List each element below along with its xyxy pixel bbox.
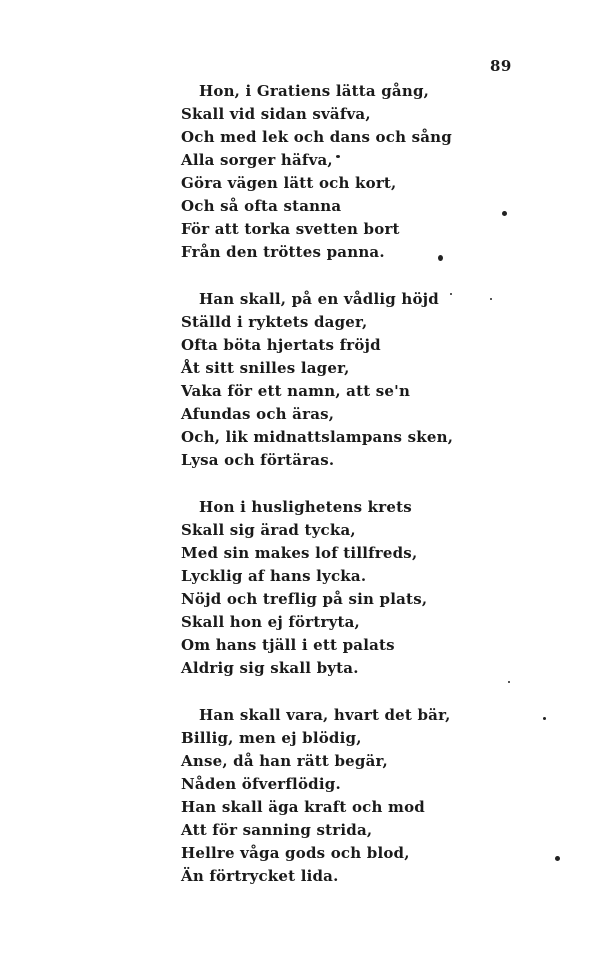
stanza-2 [181, 288, 511, 472]
poem-line: Göra vägen lätt och kort, [181, 174, 397, 192]
scan-speck [502, 211, 507, 216]
poem-line: Vaka för ett namn, att se'n [181, 382, 411, 400]
poem-line: Skall sig ärad tycka, [181, 521, 356, 539]
poem-line: Skall vid sidan sväfva, [181, 105, 371, 123]
scan-speck [543, 717, 546, 720]
scan-speck [336, 155, 340, 158]
poem-line: Ofta böta hjertats fröjd [181, 336, 381, 354]
poem-line: Alla sorger häfva, [181, 151, 333, 169]
poem-line: Hon i huslighetens krets [199, 498, 412, 516]
poem-line: Att för sanning strida, [181, 821, 373, 839]
poem-line: Med sin makes lof tillfreds, [181, 544, 418, 562]
stanza-4 [181, 704, 511, 888]
stanza-3 [181, 496, 511, 680]
poem-line: Åt sitt snilles lager, [181, 359, 350, 377]
scan-speck [450, 293, 452, 295]
poem-line: Än förtrycket lida. [181, 867, 339, 885]
poem-line: Lysa och förtäras. [181, 451, 335, 469]
poem [181, 80, 511, 912]
scan-speck [508, 681, 510, 683]
poem-line: Afundas och äras, [181, 405, 335, 423]
poem-line: Lycklig af hans lycka. [181, 567, 367, 585]
page-number: 89 [490, 57, 512, 75]
poem-line: Och så ofta stanna [181, 197, 342, 215]
poem-line: Från den tröttes panna. [181, 243, 385, 261]
poem-line: Han skall, på en vådlig höjd [199, 290, 439, 308]
scan-speck [490, 298, 492, 300]
poem-line: Anse, då han rätt begär, [181, 752, 388, 770]
poem-line: Skall hon ej förtryta, [181, 613, 360, 631]
poem-line: Hon, i Gratiens lätta gång, [199, 82, 430, 100]
scan-speck [555, 856, 560, 861]
poem-line: Ställd i ryktets dager, [181, 313, 368, 331]
poem-line: Och med lek och dans och sång [181, 128, 452, 146]
poem-line: Han skall vara, hvart det bär, [199, 706, 451, 724]
poem-line: Aldrig sig skall byta. [181, 659, 359, 677]
poem-line: Nåden öfverflödig. [181, 775, 341, 793]
poem-line: För att torka svetten bort [181, 220, 400, 238]
poem-line: Och, lik midnattslampans sken, [181, 428, 454, 446]
poem-line: Nöjd och treflig på sin plats, [181, 590, 428, 608]
poem-line: Han skall äga kraft och mod [181, 798, 425, 816]
poem-line: Hellre våga gods och blod, [181, 844, 410, 862]
poem-line: Billig, men ej blödig, [181, 729, 362, 747]
stanza-1 [181, 80, 511, 264]
poem-line: Om hans tjäll i ett palats [181, 636, 395, 654]
scan-speck [438, 255, 443, 261]
